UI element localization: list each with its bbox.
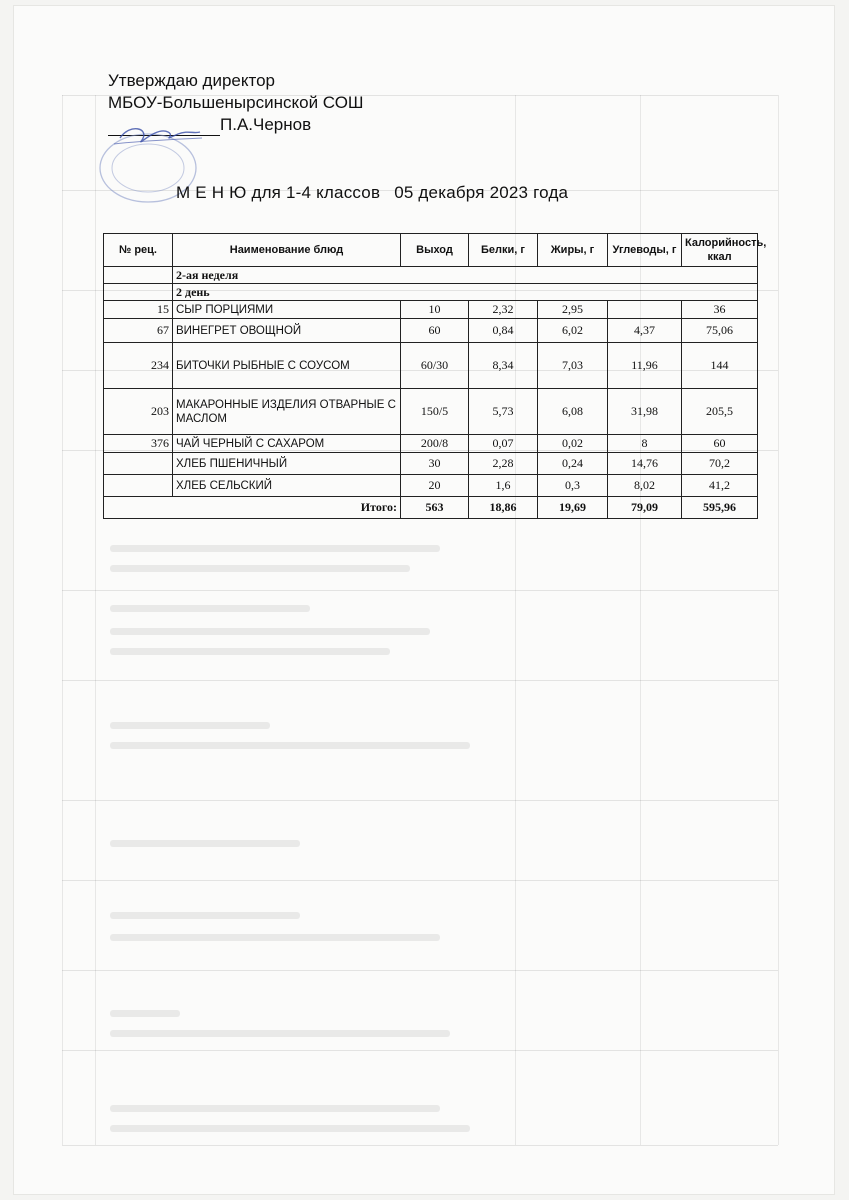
protein-value: 2,32 [469,301,538,319]
day-row [104,284,758,301]
header-protein: Белки, г [469,234,538,267]
total-kcal: 595,96 [682,497,758,519]
kcal-value: 70,2 [682,453,758,475]
kcal-value: 41,2 [682,475,758,497]
rec-number [104,453,173,475]
fat-value: 6,08 [538,389,608,435]
approval-block [108,70,364,136]
dish-name: ХЛЕБ СЕЛЬСКИЙ [173,475,401,497]
rec-number: 234 [104,343,173,389]
table-row [104,343,758,389]
menu-title [176,183,568,203]
protein-value: 1,6 [469,475,538,497]
yield-value: 150/5 [401,389,469,435]
header-carbs: Углеводы, г [608,234,682,267]
fat-value: 6,02 [538,319,608,343]
approval-line: Утверждаю директор [108,71,276,90]
dish-name: МАКАРОННЫЕ ИЗДЕЛИЯ ОТВАРНЫЕ С МАСЛОМ [173,389,401,435]
protein-value: 8,34 [469,343,538,389]
menu-date: 05 декабря 2023 года [394,183,569,202]
header-fat: Жиры, г [538,234,608,267]
carbs-value [608,301,682,319]
yield-value: 60/30 [401,343,469,389]
kcal-value: 75,06 [682,319,758,343]
fat-value: 7,03 [538,343,608,389]
table-row [104,301,758,319]
fat-value: 0,3 [538,475,608,497]
table-row [104,475,758,497]
protein-value: 5,73 [469,389,538,435]
fat-value: 2,95 [538,301,608,319]
rec-number: 203 [104,389,173,435]
table-header-row [104,234,758,267]
protein-value: 0,84 [469,319,538,343]
signer-name: П.А.Чернов [220,115,312,134]
carbs-value: 14,76 [608,453,682,475]
dish-name: СЫР ПОРЦИЯМИ [173,301,401,319]
dish-name: ХЛЕБ ПШЕНИЧНЫЙ [173,453,401,475]
kcal-value: 144 [682,343,758,389]
total-label: Итого: [104,497,401,519]
carbs-value: 11,96 [608,343,682,389]
total-carbs: 79,09 [608,497,682,519]
carbs-value: 31,98 [608,389,682,435]
kcal-value: 36 [682,301,758,319]
rec-number [104,475,173,497]
kcal-value: 205,5 [682,389,758,435]
total-protein: 18,86 [469,497,538,519]
total-fat: 19,69 [538,497,608,519]
header-yield: Выход [401,234,469,267]
total-row [104,497,758,519]
rec-number: 67 [104,319,173,343]
week-label: 2-ая неделя [173,267,758,284]
header-name: Наименование блюд [173,234,401,267]
header-rec: № рец. [104,234,173,267]
dish-name: ВИНЕГРЕТ ОВОЩНОЙ [173,319,401,343]
protein-value: 2,28 [469,453,538,475]
dish-name: ЧАЙ ЧЕРНЫЙ С САХАРОМ [173,435,401,453]
fat-value: 0,24 [538,453,608,475]
total-yield: 563 [401,497,469,519]
yield-value: 60 [401,319,469,343]
table-row [104,319,758,343]
menu-table [103,233,767,519]
school-name: МБОУ-Большенырсинской СОШ [108,93,364,112]
yield-value: 10 [401,301,469,319]
protein-value: 0,07 [469,435,538,453]
week-row [104,267,758,284]
yield-value: 30 [401,453,469,475]
signature-line [108,114,364,136]
carbs-value: 4,37 [608,319,682,343]
dish-name: БИТОЧКИ РЫБНЫЕ С СОУСОМ [173,343,401,389]
table-row [104,435,758,453]
yield-value: 20 [401,475,469,497]
header-kcal: Калорийность, ккал [682,234,758,267]
signature-blank [108,117,220,136]
table-row [104,389,758,435]
fat-value: 0,02 [538,435,608,453]
carbs-value: 8 [608,435,682,453]
rec-number: 376 [104,435,173,453]
table-row [104,453,758,475]
day-label: 2 день [173,284,758,301]
rec-number: 15 [104,301,173,319]
kcal-value: 60 [682,435,758,453]
yield-value: 200/8 [401,435,469,453]
menu-heading: М Е Н Ю для 1-4 классов [176,183,381,202]
carbs-value: 8,02 [608,475,682,497]
